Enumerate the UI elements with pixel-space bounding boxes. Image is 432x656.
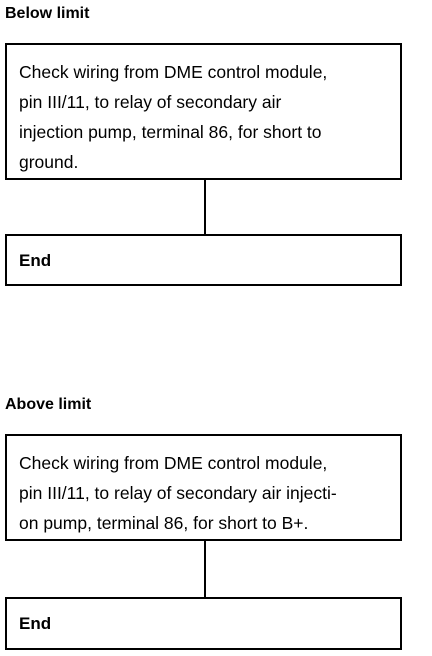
section-heading: Below limit bbox=[5, 5, 90, 22]
end-label: End bbox=[19, 614, 52, 633]
instruction-box bbox=[5, 43, 402, 180]
instruction-box bbox=[5, 434, 402, 541]
end-box bbox=[5, 234, 402, 286]
section-heading: Above limit bbox=[5, 396, 92, 413]
instruction-text: Check wiring from DME control module, pin III/11, to relay of secondary air injection pump, terminal 86, for short to ground. bbox=[19, 62, 328, 172]
flow-connector bbox=[204, 178, 206, 234]
flow-connector bbox=[204, 539, 206, 597]
end-box bbox=[5, 597, 402, 650]
end-label: End bbox=[19, 251, 52, 270]
instruction-text: Check wiring from DME control module, pin III/11, to relay of secondary air injecti- on pump, terminal 86, for short to B+. bbox=[19, 453, 337, 533]
